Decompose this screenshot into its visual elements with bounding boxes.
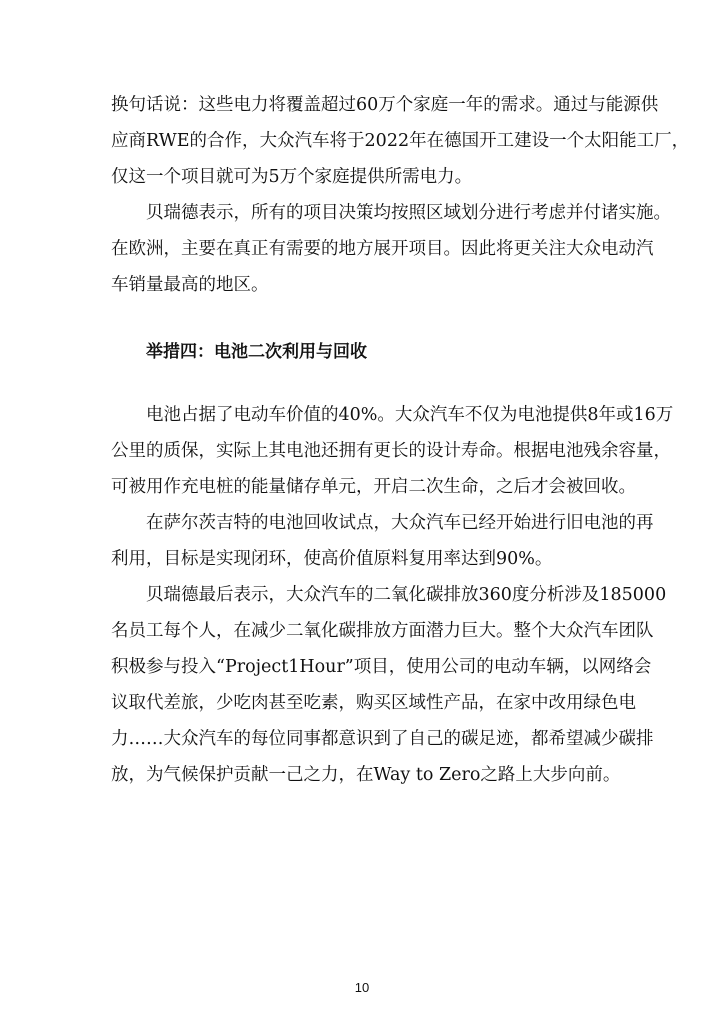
text-line: 在欧洲，主要在真正有需要的地方展开项目。因此将更关注大众电动汽 [111, 239, 654, 259]
text-line: 换句话说：这些电力将覆盖超过60万个家庭一年的需求。通过与能源供 [111, 95, 659, 115]
text-line: 车销量最高的地区。 [111, 275, 269, 295]
text-line: 仅这一个项目就可为5万个家庭提供所需电力。 [111, 167, 473, 187]
text-line: 电池占据了电动车价值的40%。大众汽车不仅为电池提供8年或16万 [146, 405, 674, 425]
text-line: 力……大众汽车的每位同事都意识到了自己的碳足迹，都希望减少碳排 [111, 729, 654, 749]
text-line: 应商RWE的合作，大众汽车将于2022年在德国开工建设一个太阳能工厂， [111, 131, 690, 151]
text-line: 可被用作充电桩的能量储存单元，开启二次生命，之后才会被回收。 [111, 477, 636, 497]
text-line: 利用，目标是实现闭环，使高价值原料复用率达到90%。 [111, 549, 553, 569]
text-line: 积极参与投入“Project1Hour”项目，使用公司的电动车辆，以网络会 [111, 657, 652, 677]
text-line: 在萨尔茨吉特的电池回收试点，大众汽车已经开始进行旧电池的再 [146, 513, 654, 533]
text-line: 贝瑞德最后表示，大众汽车的二氧化碳排放360度分析涉及185000 [146, 585, 667, 605]
section-heading: 举措四：电池二次利用与回收 [146, 342, 367, 362]
text-line: 放，为气候保护贡献一己之力，在Way to Zero之路上大步向前。 [111, 765, 621, 785]
text-line: 名员工每个人，在减少二氧化碳排放方面潜力巨大。整个大众汽车团队 [111, 621, 654, 641]
text-line: 贝瑞德表示，所有的项目决策均按照区域划分进行考虑并付诸实施。 [146, 203, 671, 223]
text-line: 公里的质保，实际上其电池还拥有更长的设计寿命。根据电池残余容量， [111, 441, 671, 461]
text-line: 议取代差旅，少吃肉甚至吃素，购买区域性产品，在家中改用绿色电 [111, 693, 636, 713]
page-number: 10 [354, 980, 370, 995]
